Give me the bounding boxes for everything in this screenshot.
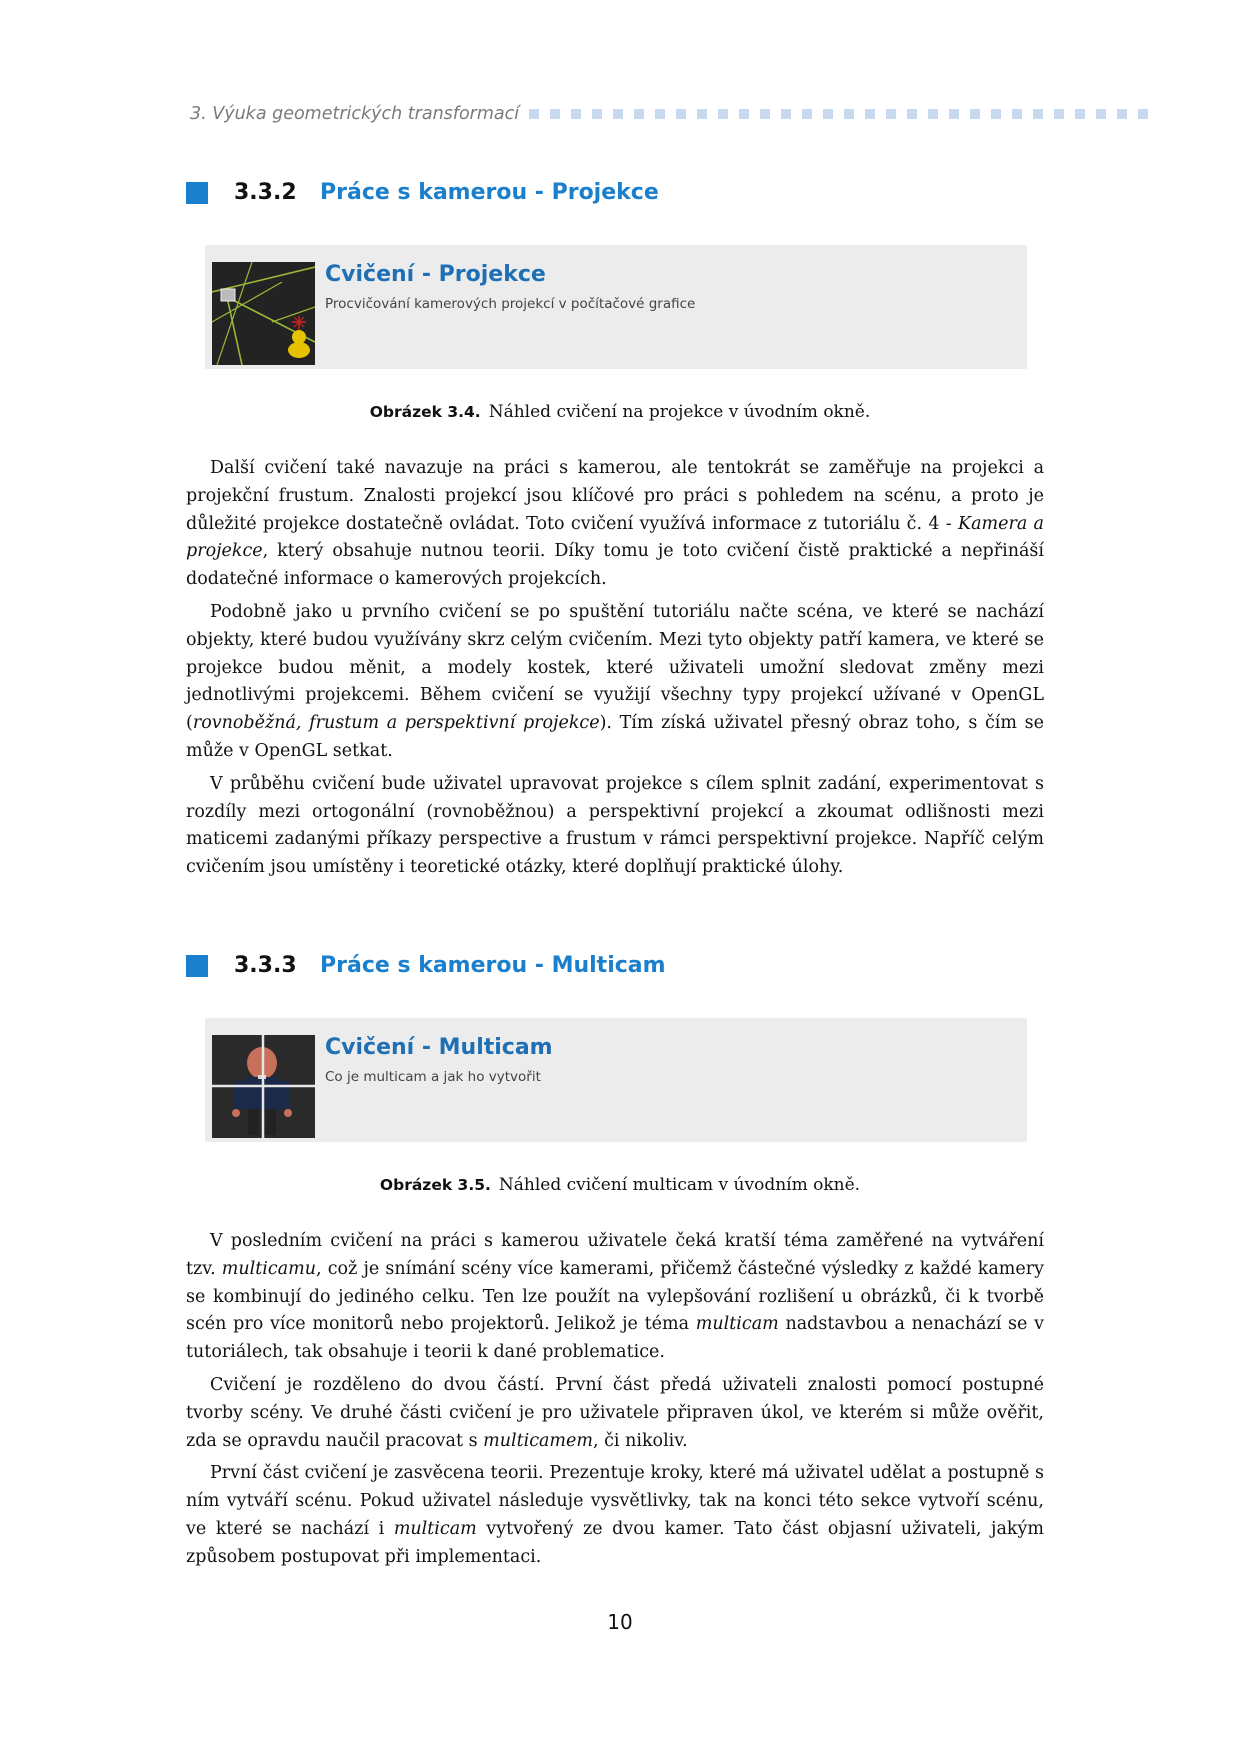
page-number: 10 (607, 1610, 633, 1634)
running-header-dots (529, 109, 1240, 119)
exercise-card-multicam (205, 1018, 1027, 1142)
section-marker-icon (186, 955, 208, 977)
running-header-title: 3. Výuka geometrických transformací (190, 104, 520, 124)
section-marker-icon (186, 182, 208, 204)
running-header (190, 100, 1240, 128)
paragraph: Podobně jako u prvního cvičení se po spuštění tutoriálu načte scéna, ve které se nachází objekty, které budou využívány skrz celým cvičením. Mezi tyto objekty patří kamera, ve které se projekce budou měnit, a modely kostek, které uživateli umožní sledovat změny mezi jednotlivými projekcemi. Během cvičení se využijí všechny typy projekcí užívané v OpenGL (rovnoběžná, frustum a perspektivní projekce). Tím získá uživatel přesný obraz toho, s čím se může v OpenGL setkat. (186, 601, 1044, 761)
exercise-card-subtitle: Procvičování kamerových projekcí v počítačové grafice (325, 296, 696, 312)
paragraph: Další cvičení také navazuje na práci s kamerou, ale tentokrát se zaměřuje na projekci a projekční frustum. Znalosti projekcí jsou klíčové pro práci s pohledem na scénu, a proto je důležité projekce dostatečně ovládat. Toto cvičení využívá informace z tutoriálu č. 4 - Kamera a projekce, který obsahuje nutnou teorii. Díky tomu je toto cvičení čistě praktické a nepřináší dodatečné informace o kamerových projekcích. (186, 458, 1044, 590)
figure-caption (0, 402, 1240, 422)
exercise-card-title: Cvičení - Projekce (325, 262, 546, 287)
section-body-333 (186, 1228, 1044, 1577)
figure-caption-text: Náhled cvičení na projekce v úvodním okně. (488, 402, 871, 422)
figure-caption (0, 1175, 1240, 1195)
figure-caption-text: Náhled cvičení multicam v úvodním okně. (498, 1175, 861, 1195)
paragraph: První část cvičení je zasvěcena teorii. Prezentuje kroky, které má uživatel udělat a postupně s ním vytváří scénu. Pokud uživatel následuje vysvětlivky, tak na konci této sekce vytvoří scénu, ve které se nachází i multicam vytvořený ze dvou kamer. Tato část objasní uživateli, jakým způsobem postupovat při implementaci. (186, 1463, 1044, 1567)
exercise-card-subtitle: Co je multicam a jak ho vytvořit (325, 1069, 541, 1085)
figure-caption-label: Obrázek 3.5. (379, 1176, 491, 1194)
paragraph: Cvičení je rozděleno do dvou částí. První část předá uživateli znalosti pomocí postupné tvorby scény. Ve druhé části cvičení je pro uživatele připraven úkol, ve kterém si může ověřit, zda se opravdu naučil pracovat s multicamem, či nikoliv. (186, 1374, 1044, 1451)
figure-caption-label: Obrázek 3.4. (369, 403, 481, 421)
section-heading-332 (186, 180, 659, 205)
section-number: 3.3.2 (234, 180, 297, 205)
exercise-card-title: Cvičení - Multicam (325, 1035, 553, 1060)
section-number: 3.3.3 (234, 953, 297, 978)
section-title: Práce s kamerou - Multicam (320, 953, 666, 978)
multicam-character-thumbnail (212, 1035, 315, 1138)
paragraph: V posledním cvičení na práci s kamerou uživatele čeká kratší téma zaměřené na vytváření tzv. multicamu, což je snímání scény více kamerami, přičemž částečné výsledky z každé kamery se kombinují do jediného celku. Ten lze použít na vylepšování rozlišení u obrázků, či k tvorbě scén pro více monitorů nebo projektorů. Jelikož je téma multicam nadstavbou a nenachází se v tutoriálech, tak obsahuje i teorii k dané problematice. (186, 1231, 1044, 1363)
exercise-card-projekce (205, 245, 1027, 369)
section-title: Práce s kamerou - Projekce (320, 180, 659, 205)
paragraph: V průběhu cvičení bude uživatel upravovat projekce s cílem splnit zadání, experimentovat s rozdíly mezi ortogonální (rovnoběžnou) a perspektivní projekcí a zkoumat odlišnosti mezi maticemi zadanými příkazy perspective a frustum v rámci perspektivní projekce. Napříč celým cvičením jsou umístěny i teoretické otázky, které doplňují praktické úlohy. (186, 773, 1044, 878)
camera-frustum-duck-thumbnail (212, 262, 315, 365)
section-body-332 (186, 455, 1044, 887)
section-heading-333 (186, 953, 666, 978)
